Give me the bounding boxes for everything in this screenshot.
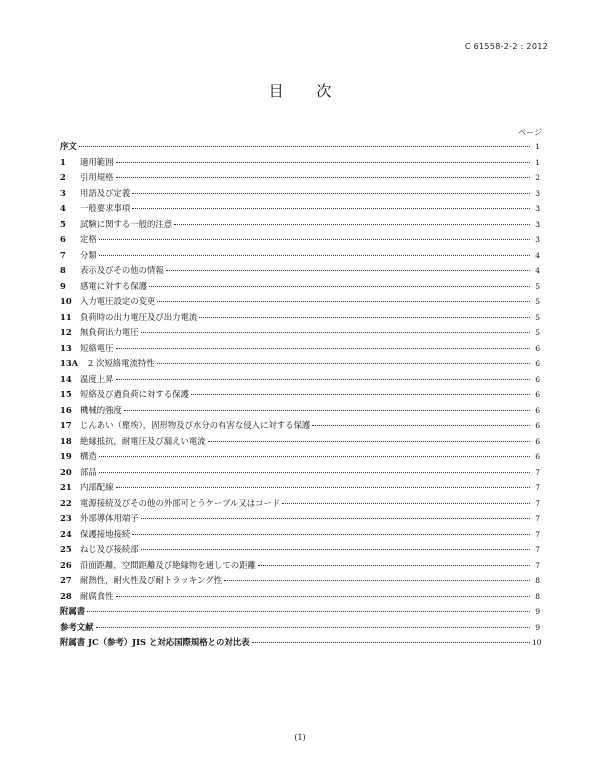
toc-dot-leader	[141, 549, 530, 550]
toc-dot-leader	[132, 534, 530, 535]
toc-entry-number: 11	[60, 311, 72, 322]
toc-entry[interactable]	[60, 573, 540, 589]
toc-entry-number: 2	[60, 172, 66, 182]
toc-entry[interactable]	[60, 279, 540, 295]
toc-entry[interactable]	[60, 527, 540, 543]
toc-dot-leader	[282, 503, 530, 504]
toc-dot-leader	[157, 301, 530, 302]
toc-entry-title: 序文	[60, 141, 77, 151]
toc-entry-number: 10	[60, 296, 72, 306]
toc-dot-leader	[141, 518, 530, 519]
toc-entry[interactable]	[60, 604, 540, 620]
toc-entry[interactable]	[60, 542, 540, 558]
toc-entry[interactable]	[60, 263, 540, 279]
toc-entry[interactable]	[60, 170, 540, 186]
toc-entry-page: 5	[535, 281, 540, 291]
toc-entry[interactable]	[60, 418, 540, 434]
toc-entry[interactable]	[60, 589, 540, 605]
toc-entry-page: 6	[535, 343, 540, 353]
toc-dot-leader	[157, 363, 530, 364]
toc-entry-page: 6	[535, 436, 540, 446]
toc-entry-number: 20	[60, 466, 72, 477]
toc-dot-leader	[116, 162, 531, 163]
toc-entry-number: 5	[60, 218, 66, 229]
toc-entry-page: 8	[535, 591, 540, 601]
toc-dot-leader	[199, 317, 530, 318]
toc-dot-leader	[224, 580, 530, 581]
toc-entry-number: 13	[60, 342, 72, 353]
toc-dot-leader	[258, 565, 530, 566]
toc-entry-page: 8	[535, 576, 540, 585]
standard-number: C 61558-2-2 : 2012	[464, 42, 548, 51]
page-title: 目 次	[268, 82, 346, 100]
toc-entry-number: 25	[60, 544, 72, 554]
toc-entry-title: 附属書	[60, 606, 86, 616]
toc-entry-number: 4	[60, 203, 66, 213]
toc-entry-page: 6	[535, 421, 540, 430]
toc-entry-title: 保護接地接続	[80, 528, 131, 539]
toc-entry-page: 1	[535, 142, 540, 151]
toc-dot-leader	[149, 286, 530, 287]
toc-entry-title: 定格	[80, 234, 97, 244]
toc-dot-leader	[116, 487, 531, 488]
toc-entry-title: 部品	[80, 466, 97, 477]
toc-entry-title: 引用規格	[80, 172, 114, 182]
toc-entry-page: 6	[535, 452, 540, 461]
toc-entry-number: 22	[60, 497, 72, 508]
toc-entry-page: 2	[535, 173, 540, 182]
toc-entry-number: 21	[60, 482, 72, 492]
toc-dot-leader	[116, 596, 531, 597]
toc-entry-number: 27	[60, 575, 72, 585]
toc-entry[interactable]	[60, 496, 540, 512]
toc-entry-page: 10	[532, 638, 542, 647]
toc-dot-leader	[132, 208, 530, 209]
toc-entry-title: 2 次短絡電流特性	[88, 358, 155, 368]
toc-entry-number: 14	[60, 373, 72, 384]
toc-entry-number: 15	[60, 389, 72, 399]
toc-entry-number: 19	[60, 451, 72, 461]
toc-dot-leader	[132, 193, 530, 194]
toc-dot-leader	[87, 611, 530, 612]
toc-entry-page: 7	[535, 483, 540, 492]
toc-entry[interactable]	[60, 620, 540, 636]
toc-entry-title: 入力電圧設定の変更	[80, 296, 156, 306]
toc-dot-leader	[99, 472, 530, 473]
toc-dot-leader	[79, 146, 530, 147]
toc-entry-page: 4	[535, 266, 540, 275]
toc-entry-page: 9	[535, 622, 540, 632]
toc-entry-number: 17	[60, 420, 72, 430]
toc-entry[interactable]	[60, 139, 540, 155]
toc-entry-title: 参考文献	[60, 621, 94, 632]
toc-entry-page: 6	[535, 359, 540, 368]
toc-entry-title: 機械的強度	[80, 404, 122, 415]
toc-entry-title: 短絡電圧	[80, 342, 114, 353]
toc-entry[interactable]	[60, 310, 540, 326]
toc-entry-title: ねじ及び接続部	[80, 544, 139, 554]
toc-entry-title: 絶縁抵抗，耐電圧及び漏えい電流	[80, 435, 206, 446]
toc-entry[interactable]	[60, 248, 540, 264]
toc-entry-title: 負荷時の出力電圧及び出力電流	[80, 311, 198, 322]
toc-entry[interactable]	[60, 511, 540, 527]
toc-dot-leader	[141, 332, 530, 333]
toc-entry-page: 6	[535, 374, 540, 384]
toc-entry-title: 沿面距離，空間距離及び絶縁物を通しての距離	[80, 559, 256, 570]
toc-entry-number: 1	[60, 156, 66, 167]
toc-entry-number: 7	[60, 249, 66, 260]
toc-entry-page: 7	[535, 529, 540, 539]
toc-entry[interactable]	[60, 449, 540, 465]
toc-dot-leader	[116, 379, 531, 380]
toc-entry-page: 1	[535, 157, 540, 167]
toc-entry-title: 耐腐食性	[80, 590, 114, 601]
toc-entry-title: 試験に関する一般的注意	[80, 218, 173, 229]
toc-entry-title: 一般要求事項	[80, 203, 131, 213]
toc-entry-page: 5	[535, 297, 540, 306]
toc-entry-title: 附属書 JC（参考）JIS と対応国際規格との対比表	[60, 637, 250, 647]
toc-entry-number: 9	[60, 280, 66, 291]
toc-entry[interactable]	[60, 201, 540, 217]
toc-entry[interactable]	[60, 232, 540, 248]
toc-entry-number: 24	[60, 528, 72, 539]
page-column-label: ページ	[518, 128, 542, 137]
toc-dot-leader	[99, 456, 530, 457]
toc-entry[interactable]	[60, 155, 540, 171]
toc-dot-leader	[96, 627, 531, 628]
toc-entry-title: 表示及びその他の情報	[80, 265, 164, 275]
toc-entry-page: 3	[535, 219, 540, 229]
page-number-footer: (1)	[294, 733, 306, 742]
toc-entry-number: 3	[60, 187, 66, 198]
toc-dot-leader	[252, 642, 530, 643]
toc-entry-page: 3	[535, 204, 540, 213]
toc-entry-number: 6	[60, 234, 66, 244]
toc-entry-page: 3	[535, 188, 540, 198]
toc-dot-leader	[99, 255, 530, 256]
toc-entry-title: 電源接続及びその他の外部可とうケーブル又はコード	[80, 497, 281, 508]
toc-entry-title: 構造	[80, 451, 97, 461]
toc-entry-title: 分類	[80, 249, 97, 260]
toc-entry-number: 23	[60, 513, 72, 523]
toc-entry-title: 温度上昇	[80, 373, 114, 384]
toc-entry-page: 6	[535, 390, 540, 399]
toc-entry-number: 16	[60, 404, 72, 415]
toc-entry-title: 耐熱性，耐火性及び耐トラッキング性	[80, 575, 222, 585]
toc-dot-leader	[166, 270, 530, 271]
toc-entry-page: 4	[535, 250, 540, 260]
toc-entry[interactable]	[60, 325, 540, 341]
toc-entry[interactable]	[60, 341, 540, 357]
toc-entry[interactable]	[60, 372, 540, 388]
toc-entry[interactable]	[60, 356, 540, 372]
toc-entry[interactable]	[60, 294, 540, 310]
toc-entry-title: 無負荷出力電圧	[80, 327, 139, 337]
toc-entry[interactable]	[60, 217, 540, 233]
toc-dot-leader	[99, 239, 530, 240]
toc-dot-leader	[191, 394, 530, 395]
toc-dot-leader	[116, 348, 531, 349]
toc-dot-leader	[208, 441, 530, 442]
toc-entry[interactable]	[60, 465, 540, 481]
toc-entry-page: 7	[535, 545, 540, 554]
toc-entry[interactable]	[60, 186, 540, 202]
toc-dot-leader	[116, 177, 531, 178]
toc-entry[interactable]	[60, 387, 540, 403]
toc-entry-title: 適用範囲	[80, 156, 114, 167]
toc-entry-page: 7	[535, 560, 540, 570]
toc-dot-leader	[174, 224, 530, 225]
toc-entry[interactable]	[60, 403, 540, 419]
toc-entry-number: 26	[60, 559, 72, 570]
toc-entry-title: じんあい（塵埃），固形物及び水分の有害な侵入に対する保護	[80, 420, 311, 430]
toc-entry-page: 5	[535, 312, 540, 322]
toc-entry[interactable]	[60, 480, 540, 496]
toc-entry-page: 3	[535, 235, 540, 244]
table-of-contents	[60, 139, 540, 651]
toc-entry-number: 12	[60, 327, 72, 337]
toc-entry-number: 28	[60, 590, 72, 601]
toc-entry-page: 6	[535, 405, 540, 415]
toc-entry-page: 5	[535, 328, 540, 337]
toc-entry-title: 外部導体用端子	[80, 513, 139, 523]
toc-entry[interactable]	[60, 434, 540, 450]
toc-entry-page: 9	[535, 607, 540, 616]
toc-entry-title: 内部配線	[80, 482, 114, 492]
toc-entry-page: 7	[535, 467, 540, 477]
toc-dot-leader	[312, 425, 530, 426]
toc-entry-page: 7	[535, 498, 540, 508]
toc-entry-number: 18	[60, 435, 72, 446]
toc-entry-number: 13A	[60, 358, 79, 368]
toc-entry-title: 短絡及び過負荷に対する保護	[80, 389, 189, 399]
toc-entry-number: 8	[60, 265, 66, 275]
toc-entry-page: 7	[535, 514, 540, 523]
toc-entry-title: 感電に対する保護	[80, 280, 147, 291]
toc-entry[interactable]	[60, 635, 540, 651]
toc-dot-leader	[124, 410, 530, 411]
toc-entry-title: 用語及び定義	[80, 187, 131, 198]
toc-entry[interactable]	[60, 558, 540, 574]
